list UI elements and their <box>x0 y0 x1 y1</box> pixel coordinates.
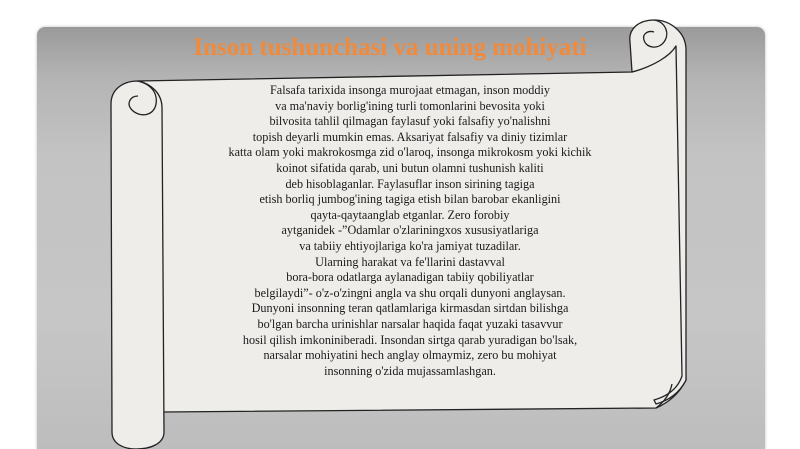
body-line: aytganidek -”Odamlar o'zlariningxos xususiyatlariga <box>281 223 539 238</box>
body-line: Falsafa tarixida insonga murojaat etmagan, inson moddiy <box>270 83 550 97</box>
body-text <box>190 83 630 379</box>
body-line: bora-bora odatlarga aylanadigan tabiiy qobiliyatlar <box>286 270 534 285</box>
body-line: va tabiiy ehtiyojlariga ko'ra jamiyat tuzadilar. <box>299 238 521 253</box>
body-line: Dunyoni insonning teran qatlamlariga kirmasdan sirtdan bilishga <box>251 301 569 316</box>
scroll-left-roller <box>111 81 164 449</box>
body-line: qayta-qaytaanglab etganlar. Zero forobiy <box>310 207 510 222</box>
body-line: belgilaydi”- o'z-o'zingni angla va shu orqali dunyoni anglaysan. <box>254 285 566 300</box>
body-line: Ularning harakat va fe'llarini dastavval <box>315 254 505 269</box>
body-line: topish deyarli mumkin emas. Aksariyat falsafiy va diniy tizimlar <box>252 129 568 144</box>
slide-title: Inson tushunchasi va uning mohiyati <box>193 34 587 61</box>
body-line: katta olam yoki makrokosmga zid o'laroq, insonga mikrokosm yoki kichik <box>228 145 592 160</box>
body-line: etish borliq jumbog'ining tagiga etish bilan barobar ekanligini <box>259 192 561 207</box>
body-line: insonning o'zida mujassamlashgan. <box>324 363 496 378</box>
body-line: koinot sifatida qarab, uni butun olamni tushunish kaliti <box>276 160 544 175</box>
body-line: deb hisoblaganlar. Faylasuflar inson sirining tagiga <box>285 176 535 191</box>
body-line: bilvosita tahlil qilmagan faylasuf yoki falsafiy yo'nalishni <box>269 114 551 129</box>
body-line: va ma'naviy borlig'ining turli tomonlarini bevosita yoki <box>275 98 545 113</box>
body-line: narsalar mohiyatini hech anglay olmaymiz, zero bu mohiyat <box>263 348 557 363</box>
body-line: bo'lgan barcha urinishlar narsalar haqida faqat yuzaki tasavvur <box>257 316 563 331</box>
body-line: hosil qilish imkoniniberadi. Insondan sirtga qarab yuradigan bo'lsak, <box>242 332 578 347</box>
